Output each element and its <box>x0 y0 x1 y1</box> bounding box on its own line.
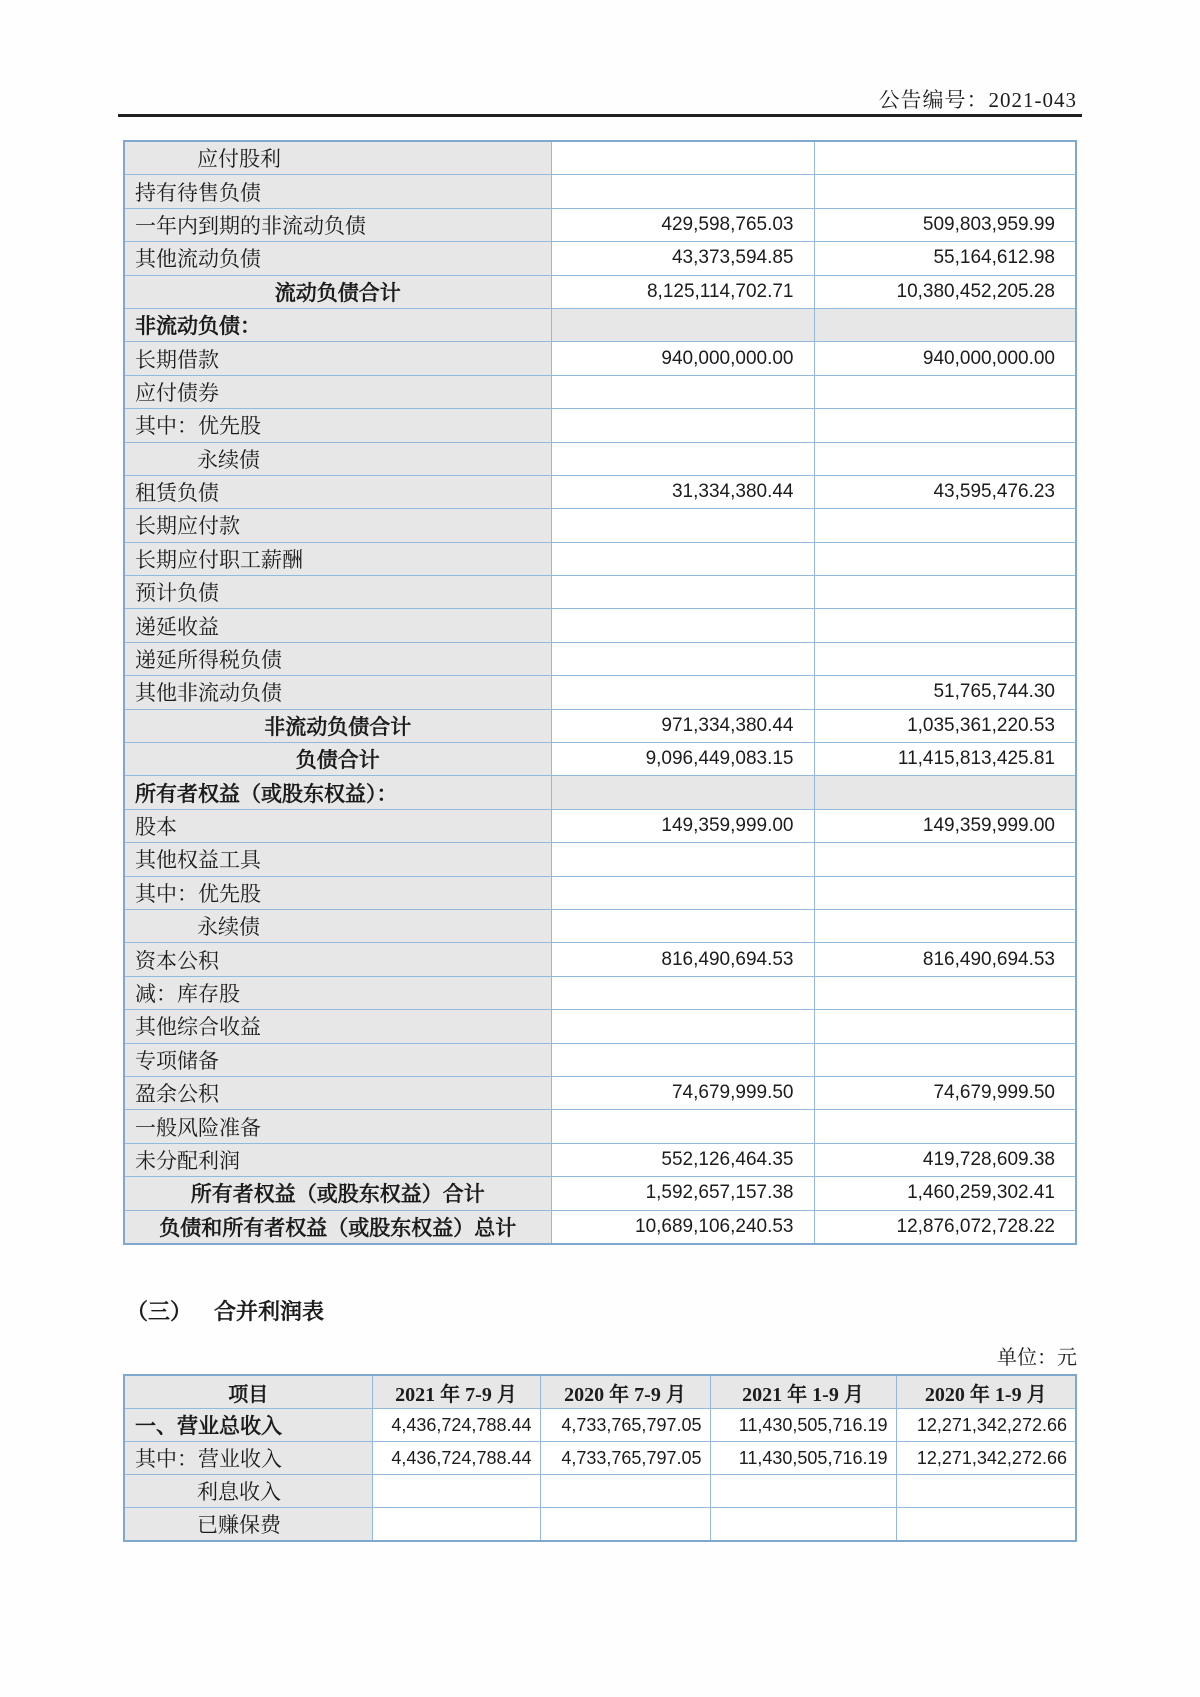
row-label: 应付债券 <box>124 375 551 408</box>
row-label: 应付股利 <box>124 141 551 175</box>
value-prior <box>814 141 1076 175</box>
value-2020-ytd <box>896 1508 1076 1542</box>
value-current <box>551 642 814 675</box>
value-current <box>551 876 814 909</box>
value-2021-q3 <box>372 1475 540 1508</box>
unit-label: 单位：元 <box>997 1347 1077 1369</box>
value-prior: 509,803,959.99 <box>814 208 1076 241</box>
value-prior <box>814 843 1076 876</box>
value-prior: 74,679,999.50 <box>814 1076 1076 1109</box>
row-label: 股本 <box>124 809 551 842</box>
row-label: 其他流动负债 <box>124 242 551 275</box>
value-prior: 43,595,476.23 <box>814 475 1076 508</box>
value-current: 43,373,594.85 <box>551 242 814 275</box>
value-prior: 940,000,000.00 <box>814 342 1076 375</box>
row-label: 永续债 <box>124 909 551 942</box>
table-row <box>124 976 1076 1009</box>
value-prior: 1,460,259,302.41 <box>814 1177 1076 1210</box>
table-row <box>124 676 1076 709</box>
row-label: 负债和所有者权益（或股东权益）总计 <box>124 1210 551 1244</box>
value-current <box>551 976 814 1009</box>
table-row-total <box>124 743 1076 776</box>
section-heading-number: （三） <box>126 1299 193 1324</box>
value-2020-ytd <box>896 1475 1076 1508</box>
table-row <box>124 342 1076 375</box>
table-row <box>124 208 1076 241</box>
row-label: 长期应付职工薪酬 <box>124 542 551 575</box>
value-prior: 11,415,813,425.81 <box>814 743 1076 776</box>
value-prior <box>814 175 1076 208</box>
value-current <box>551 409 814 442</box>
row-label: 盈余公积 <box>124 1076 551 1109</box>
income-statement-table <box>123 1374 1077 1542</box>
value-current <box>551 175 814 208</box>
value-current: 9,096,449,083.15 <box>551 743 814 776</box>
value-current <box>551 375 814 408</box>
row-label: 未分配利润 <box>124 1143 551 1176</box>
row-label: 递延所得税负债 <box>124 642 551 675</box>
table-row <box>124 1076 1076 1109</box>
value-current <box>551 676 814 709</box>
value-current: 552,126,464.35 <box>551 1143 814 1176</box>
row-label: 非流动负债： <box>124 308 551 341</box>
value-current <box>551 442 814 475</box>
value-prior: 51,765,744.30 <box>814 676 1076 709</box>
row-label: 所有者权益（或股东权益）合计 <box>124 1177 551 1210</box>
value-prior: 816,490,694.53 <box>814 943 1076 976</box>
value-current: 429,598,765.03 <box>551 208 814 241</box>
table-row <box>124 1475 1076 1508</box>
value-prior <box>814 609 1076 642</box>
value-2020-q3: 4,733,765,797.05 <box>540 1409 710 1442</box>
value-prior <box>814 542 1076 575</box>
table-row <box>124 1442 1076 1475</box>
value-current <box>551 1110 814 1143</box>
row-label: 减：库存股 <box>124 976 551 1009</box>
value-prior <box>814 876 1076 909</box>
row-label: 长期应付款 <box>124 509 551 542</box>
row-label: 一年内到期的非流动负债 <box>124 208 551 241</box>
value-2021-q3: 4,436,724,788.44 <box>372 1442 540 1475</box>
table-row <box>124 242 1076 275</box>
value-current: 10,689,106,240.53 <box>551 1210 814 1244</box>
column-header-2020-ytd: 2020 年 1-9 月 <box>896 1375 1076 1409</box>
row-label: 其他综合收益 <box>124 1010 551 1043</box>
value-current <box>551 909 814 942</box>
value-current <box>551 1043 814 1076</box>
value-prior <box>814 509 1076 542</box>
value-current: 971,334,380.44 <box>551 709 814 742</box>
table-row <box>124 1409 1076 1442</box>
row-label: 流动负债合计 <box>124 275 551 308</box>
table-row <box>124 375 1076 408</box>
table-row <box>124 642 1076 675</box>
row-label: 其他非流动负债 <box>124 676 551 709</box>
table-row <box>124 542 1076 575</box>
table-header-row <box>124 1375 1076 1409</box>
table-row <box>124 1143 1076 1176</box>
value-current: 31,334,380.44 <box>551 475 814 508</box>
table-row-section <box>124 308 1076 341</box>
value-prior <box>814 308 1076 341</box>
table-row-total <box>124 1177 1076 1210</box>
table-row <box>124 876 1076 909</box>
value-current <box>551 576 814 609</box>
value-prior <box>814 909 1076 942</box>
value-2020-q3 <box>540 1475 710 1508</box>
value-current: 149,359,999.00 <box>551 809 814 842</box>
value-current <box>551 776 814 809</box>
table-row <box>124 442 1076 475</box>
row-label: 长期借款 <box>124 342 551 375</box>
balance-sheet-table <box>123 140 1077 1245</box>
value-current <box>551 609 814 642</box>
row-label: 资本公积 <box>124 943 551 976</box>
value-2020-q3 <box>540 1508 710 1542</box>
row-label: 其中：优先股 <box>124 876 551 909</box>
value-current <box>551 509 814 542</box>
table-row <box>124 409 1076 442</box>
row-label: 负债合计 <box>124 743 551 776</box>
table-row <box>124 141 1076 175</box>
value-current: 940,000,000.00 <box>551 342 814 375</box>
value-prior <box>814 776 1076 809</box>
value-current <box>551 308 814 341</box>
row-label: 其中：营业收入 <box>124 1442 372 1475</box>
value-prior <box>814 642 1076 675</box>
value-prior <box>814 576 1076 609</box>
table-row-section <box>124 776 1076 809</box>
row-label: 永续债 <box>124 442 551 475</box>
row-label: 一般风险准备 <box>124 1110 551 1143</box>
table-row <box>124 843 1076 876</box>
table-row <box>124 809 1076 842</box>
header-divider <box>118 114 1082 117</box>
value-current <box>551 141 814 175</box>
table-row-total <box>124 275 1076 308</box>
table-row <box>124 475 1076 508</box>
value-current: 816,490,694.53 <box>551 943 814 976</box>
section-heading <box>126 1295 324 1326</box>
value-prior <box>814 976 1076 1009</box>
table-row <box>124 943 1076 976</box>
value-prior: 419,728,609.38 <box>814 1143 1076 1176</box>
table-row <box>124 1010 1076 1043</box>
value-2021-ytd: 11,430,505,716.19 <box>710 1409 896 1442</box>
value-prior <box>814 1043 1076 1076</box>
value-2020-ytd: 12,271,342,272.66 <box>896 1409 1076 1442</box>
column-header-2021-q3: 2021 年 7-9 月 <box>372 1375 540 1409</box>
row-label: 利息收入 <box>124 1475 372 1508</box>
value-prior <box>814 1110 1076 1143</box>
announcement-number: 公告编号：2021-043 <box>878 88 1077 112</box>
table-row <box>124 175 1076 208</box>
value-2021-ytd <box>710 1475 896 1508</box>
value-2021-ytd <box>710 1508 896 1542</box>
value-prior <box>814 442 1076 475</box>
value-current <box>551 1010 814 1043</box>
section-heading-title: 合并利润表 <box>214 1299 325 1324</box>
value-current: 1,592,657,157.38 <box>551 1177 814 1210</box>
value-prior <box>814 375 1076 408</box>
row-label: 递延收益 <box>124 609 551 642</box>
table-row <box>124 576 1076 609</box>
column-header-item: 项目 <box>124 1375 372 1409</box>
row-label: 所有者权益（或股东权益）： <box>124 776 551 809</box>
row-label: 持有待售负债 <box>124 175 551 208</box>
row-label: 一、营业总收入 <box>124 1409 372 1442</box>
value-current: 74,679,999.50 <box>551 1076 814 1109</box>
column-header-2020-q3: 2020 年 7-9 月 <box>540 1375 710 1409</box>
value-prior: 149,359,999.00 <box>814 809 1076 842</box>
value-2021-q3 <box>372 1508 540 1542</box>
row-label: 租赁负债 <box>124 475 551 508</box>
row-label: 专项储备 <box>124 1043 551 1076</box>
value-current <box>551 542 814 575</box>
table-row-total <box>124 1210 1076 1244</box>
row-label: 已赚保费 <box>124 1508 372 1542</box>
table-row <box>124 1043 1076 1076</box>
table-row <box>124 1508 1076 1542</box>
value-current <box>551 843 814 876</box>
table-row <box>124 509 1076 542</box>
row-label: 预计负债 <box>124 576 551 609</box>
value-prior <box>814 409 1076 442</box>
row-label: 其中：优先股 <box>124 409 551 442</box>
table-row <box>124 909 1076 942</box>
value-prior: 10,380,452,205.28 <box>814 275 1076 308</box>
value-2020-ytd: 12,271,342,272.66 <box>896 1442 1076 1475</box>
value-prior: 1,035,361,220.53 <box>814 709 1076 742</box>
table-row-total <box>124 709 1076 742</box>
value-current: 8,125,114,702.71 <box>551 275 814 308</box>
row-label: 非流动负债合计 <box>124 709 551 742</box>
table-row <box>124 609 1076 642</box>
value-2020-q3: 4,733,765,797.05 <box>540 1442 710 1475</box>
column-header-2021-ytd: 2021 年 1-9 月 <box>710 1375 896 1409</box>
value-prior <box>814 1010 1076 1043</box>
value-2021-ytd: 11,430,505,716.19 <box>710 1442 896 1475</box>
table-row <box>124 1110 1076 1143</box>
row-label: 其他权益工具 <box>124 843 551 876</box>
value-prior: 55,164,612.98 <box>814 242 1076 275</box>
value-2021-q3: 4,436,724,788.44 <box>372 1409 540 1442</box>
value-prior: 12,876,072,728.22 <box>814 1210 1076 1244</box>
